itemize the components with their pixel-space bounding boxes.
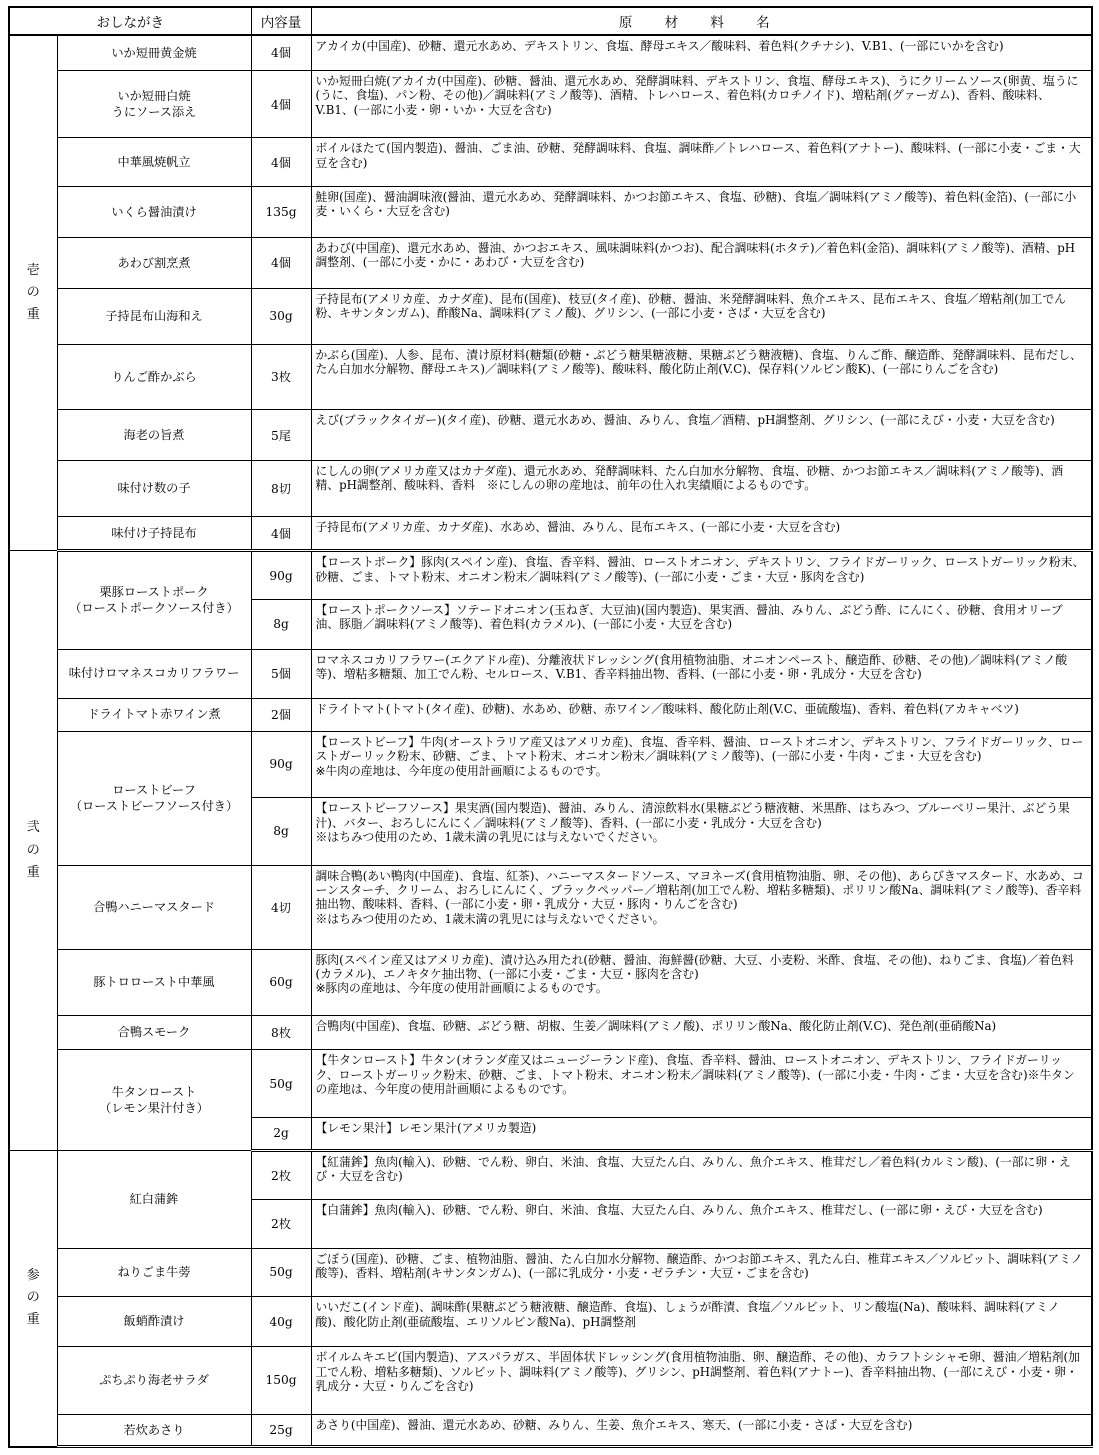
item-name: あわび割烹煮 [57,237,251,288]
table-row [9,460,1092,516]
header-ingredients: 原 材 料 名 [311,7,1092,35]
table-row [9,1151,1092,1200]
item-ingredients: 【白蒲鉾】魚肉(輸入)、砂糖、でん粉、卵白、米油、食塩、大豆たん白、みりん、魚介エキス、椎茸だし、(一部に卵・えび・大豆を含む) [311,1199,1092,1248]
item-name: ねりごま牛蒡 [57,1248,251,1297]
item-ingredients: あわび(中国産)、還元水あめ、醤油、かつおエキス、風味調味料(かつお)、配合調味料(ホタテ)／着色料(金箔)、調味料(アミノ酸等)、酒精、pH調整剤、(一部に小麦・かに・あわび・大豆を含む) [311,237,1092,288]
item-ingredients: 鮭卵(国産)、醤油調味液(醤油、還元水あめ、発酵調味料、かつお節エキス、食塩、砂糖)、食塩／調味料(アミノ酸等)、着色料(金箔)、(一部に小麦・いくら・大豆を含む) [311,187,1092,238]
item-ingredients: ドライトマト(トマト(タイ産)、砂糖)、水あめ、砂糖、赤ワイン／酸味料、酸化防止剤(V.C、亜硫酸塩)、香料、着色料(アカキャベツ) [311,698,1092,731]
table-row [9,731,1092,797]
item-name: 紅白蒲鉾 [57,1151,251,1249]
item-ingredients: いか短冊白焼(アカイカ(中国産)、砂糖、醤油、還元水あめ、発酵調味料、デキストリン、食塩、酵母エキス)、うにクリームソース(卵黄、塩うに(うに、食塩)、パン粉、その他)／調味料(アミノ酸等)、酒精、トレハロース、着色料(カロチノイド)、増粘剤(グァーガム)、香料、酸味料、V.B1、(一部に小麦・卵・いか・大豆を含む) [311,70,1092,137]
item-name: いか短冊白焼 うにソース添え [57,70,251,137]
item-quantity: 4個 [251,237,311,288]
table-row [9,288,1092,344]
table-row [9,35,1092,70]
table-row [9,551,1092,600]
item-ingredients: ボイルムキエビ(国内製造)、アスパラガス、半固体状ドレッシング(食用植物油脂、卵、醸造酢、その他)、カラフトシシャモ卵、醤油／増粘剤(加工でん粉、増粘多糖類)、ソルビット、調味料(アミノ酸等)、グリシン、pH調整剤、着色料(アナトー)、香辛料抽出物、(一部にえび・小麦・卵・乳成分・大豆・りんごを含む) [311,1347,1092,1414]
item-ingredients: えび(ブラックタイガー)(タイ産)、砂糖、還元水あめ、醤油、みりん、食塩／酒精、pH調整剤、グリシン、(一部にえび・小麦・大豆を含む) [311,410,1092,461]
table-row [9,1297,1092,1347]
item-quantity: 5個 [251,649,311,698]
section-label-char: の [26,842,40,858]
item-ingredients: あさり(中国産)、醤油、還元水あめ、砂糖、みりん、生姜、魚介エキス、寒天、(一部に小麦・さば・大豆を含む) [311,1414,1092,1446]
item-name: 牛タンロースト （レモン果汁付き） [57,1050,251,1151]
item-ingredients: にしんの卵(アメリカ産又はカナダ産)、還元水あめ、発酵調味料、たん白加水分解物、食塩、砂糖、かつお節エキス／調味料(アミノ酸等)、酒精、pH調整剤、酸味料、香料 ※にしんの卵の産地は、前年の仕入れ実績順によるものです。 [311,460,1092,516]
item-ingredients: 【牛タンロースト】牛タン(オランダ産又はニュージーランド産)、食塩、香辛料、醤油、ローストオニオン、デキストリン、フライドガーリック、ローストガーリック粉末、砂糖、ごま、トマト粉末、オニオン粉末／調味料(アミノ酸等)、(一部に小麦・牛肉・ごま・大豆を含む)※牛タンの産地は、今年度の使用計画順によるものです。 [311,1050,1092,1117]
section-label-char: の [26,1290,40,1306]
item-quantity: 2個 [251,698,311,731]
item-name: 味付け子持昆布 [57,516,251,550]
item-quantity: 8枚 [251,1016,311,1050]
section-label-char: 重 [26,307,40,323]
item-quantity: 2g [251,1117,311,1150]
item-name: 合鴨ハニーマスタード [57,865,251,949]
item-name: 味付け数の子 [57,460,251,516]
table-row [9,344,1092,409]
ingredients-table [8,6,1093,1448]
item-ingredients: 【レモン果汁】レモン果汁(アメリカ製造) [311,1117,1092,1150]
item-quantity: 3枚 [251,344,311,409]
table-row [9,237,1092,288]
item-quantity: 4個 [251,516,311,550]
item-name: 豚トロロースト中華風 [57,949,251,1015]
item-ingredients: 【紅蒲鉾】魚肉(輸入)、砂糖、でん粉、卵白、米油、食塩、大豆たん白、みりん、魚介エキス、椎茸だし／着色料(カルミン酸)、(一部に卵・えび・大豆を含む) [311,1151,1092,1200]
item-ingredients: かぶら(国産)、人参、昆布、漬け原材料(糖類(砂糖・ぶどう糖果糖液糖、果糖ぶどう糖液糖)、食塩、りんご酢、醸造酢、発酵調味料、昆布だし、たん白加水分解物、酵母エキス)／調味料(アミノ酸等)、酸味料、酸化防止剤(V.C)、保存料(ソルビン酸K)、(一部にりんごを含む) [311,344,1092,409]
item-name: 飯蛸酢漬け [57,1297,251,1347]
table-row [9,138,1092,187]
item-quantity: 50g [251,1248,311,1297]
table-row [9,1016,1092,1050]
item-quantity: 8切 [251,460,311,516]
item-ingredients: いいだこ(インド産)、調味酢(果糖ぶどう糖液糖、醸造酢、食塩)、しょうが酢漬、食塩／ソルビット、リン酸塩(Na)、酸味料、調味料(アミノ酸)、酸化防止剤(亜硫酸塩、エリソルビン酸Na)、pH調整剤 [311,1297,1092,1347]
item-ingredients: アカイカ(中国産)、砂糖、還元水あめ、デキストリン、食塩、酵母エキス／酸味料、着色料(クチナシ)、V.B1、(一部にいかを含む) [311,35,1092,70]
section-label-char: 弐 [26,820,40,836]
item-name: いか短冊黄金焼 [57,35,251,70]
item-ingredients: 調味合鴨(あい鴨肉(中国産)、食塩、紅茶)、ハニーマスタードソース、マヨネーズ(食用植物油脂、卵、その他)、あらびきマスタード、水あめ、コーンスターチ、クリーム、おろしにんにく、ブラックペッパー／増粘剤(加工でん粉、増粘多糖類)、ポリリン酸Na、調味料(アミノ酸等)、香辛料抽出物、酸味料、香料、(一部に小麦・卵・乳成分・大豆・豚肉・りんごを含む) ※はちみつ使用のため、1歳未満の乳児には与えないでください。 [311,865,1092,949]
section-label-char: 参 [26,1268,40,1284]
section-label [9,1151,57,1447]
header-quantity: 内容量 [251,7,311,35]
table-row [9,1347,1092,1414]
table-body [9,35,1092,1447]
item-name: りんご酢かぶら [57,344,251,409]
item-name: 海老の旨煮 [57,410,251,461]
section-label [9,35,57,551]
table-row [9,70,1092,137]
item-ingredients: 子持昆布(アメリカ産、カナダ産)、昆布(国産)、枝豆(タイ産)、砂糖、醤油、米発酵調味料、魚介エキス、昆布エキス、食塩／増粘剤(加工でん粉、キサンタンガム)、酢酸Na、調味料(アミノ酸)、グリシン、(一部に小麦・さば・大豆を含む) [311,288,1092,344]
item-quantity: 25g [251,1414,311,1446]
item-quantity: 4個 [251,138,311,187]
item-name: 栗豚ローストポーク （ローストポークソース付き） [57,551,251,650]
item-name: 中華風焼帆立 [57,138,251,187]
item-ingredients: 【ローストポークソース】ソテードオニオン(玉ねぎ、大豆油)(国内製造)、果実酒、醤油、みりん、ぶどう酢、にんにく、砂糖、食用オリーブ油、豚脂／調味料(アミノ酸等)、着色料(カラメル)、(一部に小麦・大豆を含む) [311,599,1092,649]
item-ingredients: 【ローストビーフソース】果実酒(国内製造)、醤油、みりん、清涼飲料水(果糖ぶどう糖液糖、米黒酢、はちみつ、ブルーベリー果汁、ぶどう果汁)、バター、おろしにんにく／調味料(アミノ酸等)、香料、(一部に小麦・乳成分・大豆を含む) ※はちみつ使用のため、1歳未満の乳児には与えないでください。 [311,798,1092,865]
table-row [9,1414,1092,1446]
item-name: ローストビーフ （ローストビーフソース付き） [57,731,251,865]
item-name: 味付けロマネスコカリフラワー [57,649,251,698]
section-label-char: 重 [26,1312,40,1328]
item-ingredients: ごぼう(国産)、砂糖、ごま、植物油脂、醤油、たん白加水分解物、醸造酢、かつお節エキス、乳たん白、椎茸エキス／ソルビット、調味料(アミノ酸等)、香料、増粘剤(キサンタンガム)、(一部に乳成分・小麦・ゼラチン・大豆・ごまを含む) [311,1248,1092,1297]
section-label-char: 重 [26,864,40,880]
item-quantity: 5尾 [251,410,311,461]
item-quantity: 50g [251,1050,311,1117]
table-row [9,516,1092,550]
item-name: ぷちぷり海老サラダ [57,1347,251,1414]
item-quantity: 4切 [251,865,311,949]
item-name: ドライトマト赤ワイン煮 [57,698,251,731]
section-label-char: 壱 [26,262,40,278]
table-row [9,187,1092,238]
table-row [9,698,1092,731]
header-menu: おしながき [9,7,251,35]
item-ingredients: 【ローストポーク】豚肉(スペイン産)、食塩、香辛料、醤油、ローストオニオン、デキストリン、フライドガーリック、ローストガーリック粉末、砂糖、ごま、トマト粉末、オニオン粉末／調味料(アミノ酸等)、(一部に小麦・ごま・大豆・豚肉を含む) [311,551,1092,600]
item-quantity: 90g [251,731,311,797]
table-row [9,865,1092,949]
section-label-char: の [26,285,40,301]
item-quantity: 8g [251,798,311,865]
item-name: 若炊あさり [57,1414,251,1446]
item-quantity: 60g [251,949,311,1015]
table-row [9,1248,1092,1297]
item-name: 子持昆布山海和え [57,288,251,344]
header-row [9,7,1092,35]
item-name: 合鴨スモーク [57,1016,251,1050]
item-ingredients: ロマネスコカリフラワー(エクアドル産)、分離液状ドレッシング(食用植物油脂、オニオンペースト、醸造酢、砂糖、その他)／調味料(アミノ酸等)、増粘多糖類、加工でん粉、セルロース、V.B1、香辛料抽出物、香料、(一部に小麦・卵・乳成分・大豆を含む) [311,649,1092,698]
item-quantity: 90g [251,551,311,600]
item-ingredients: 【ローストビーフ】牛肉(オーストラリア産又はアメリカ産)、食塩、香辛料、醤油、ローストオニオン、デキストリン、フライドガーリック、ローストガーリック粉末、砂糖、ごま、トマト粉末、オニオン粉末／調味料(アミノ酸等)、(一部に小麦・牛肉・ごま・大豆を含む) ※牛肉の産地は、今年度の使用計画順によるものです。 [311,731,1092,797]
table-row [9,410,1092,461]
item-quantity: 2枚 [251,1199,311,1248]
item-quantity: 30g [251,288,311,344]
table-row [9,1050,1092,1117]
table-row [9,649,1092,698]
item-quantity: 4個 [251,70,311,137]
item-quantity: 135g [251,187,311,238]
item-ingredients: 子持昆布(アメリカ産、カナダ産)、水あめ、醤油、みりん、昆布エキス、(一部に小麦・大豆を含む) [311,516,1092,550]
item-ingredients: 合鴨肉(中国産)、食塩、砂糖、ぶどう糖、胡椒、生姜／調味料(アミノ酸)、ポリリン酸Na、酸化防止剤(V.C)、発色剤(亜硝酸Na) [311,1016,1092,1050]
item-ingredients: 豚肉(スペイン産又はアメリカ産)、漬け込み用たれ(砂糖、醤油、海鮮醤(砂糖、大豆、小麦粉、米酢、食塩、その他)、ねりごま、食塩)／着色料(カラメル)、エノキタケ抽出物、(一部に小麦・ごま・大豆・豚肉を含む) ※豚肉の産地は、今年度の使用計画順によるものです。 [311,949,1092,1015]
section-label [9,551,57,1151]
item-quantity: 150g [251,1347,311,1414]
table-row [9,949,1092,1015]
item-quantity: 2枚 [251,1151,311,1200]
item-quantity: 8g [251,599,311,649]
item-quantity: 4個 [251,35,311,70]
item-name: いくら醤油漬け [57,187,251,238]
item-quantity: 40g [251,1297,311,1347]
item-ingredients: ボイルほたて(国内製造)、醤油、ごま油、砂糖、発酵調味料、食塩、調味酢／トレハロース、着色料(アナトー)、酸味料、(一部に小麦・ごま・大豆を含む) [311,138,1092,187]
